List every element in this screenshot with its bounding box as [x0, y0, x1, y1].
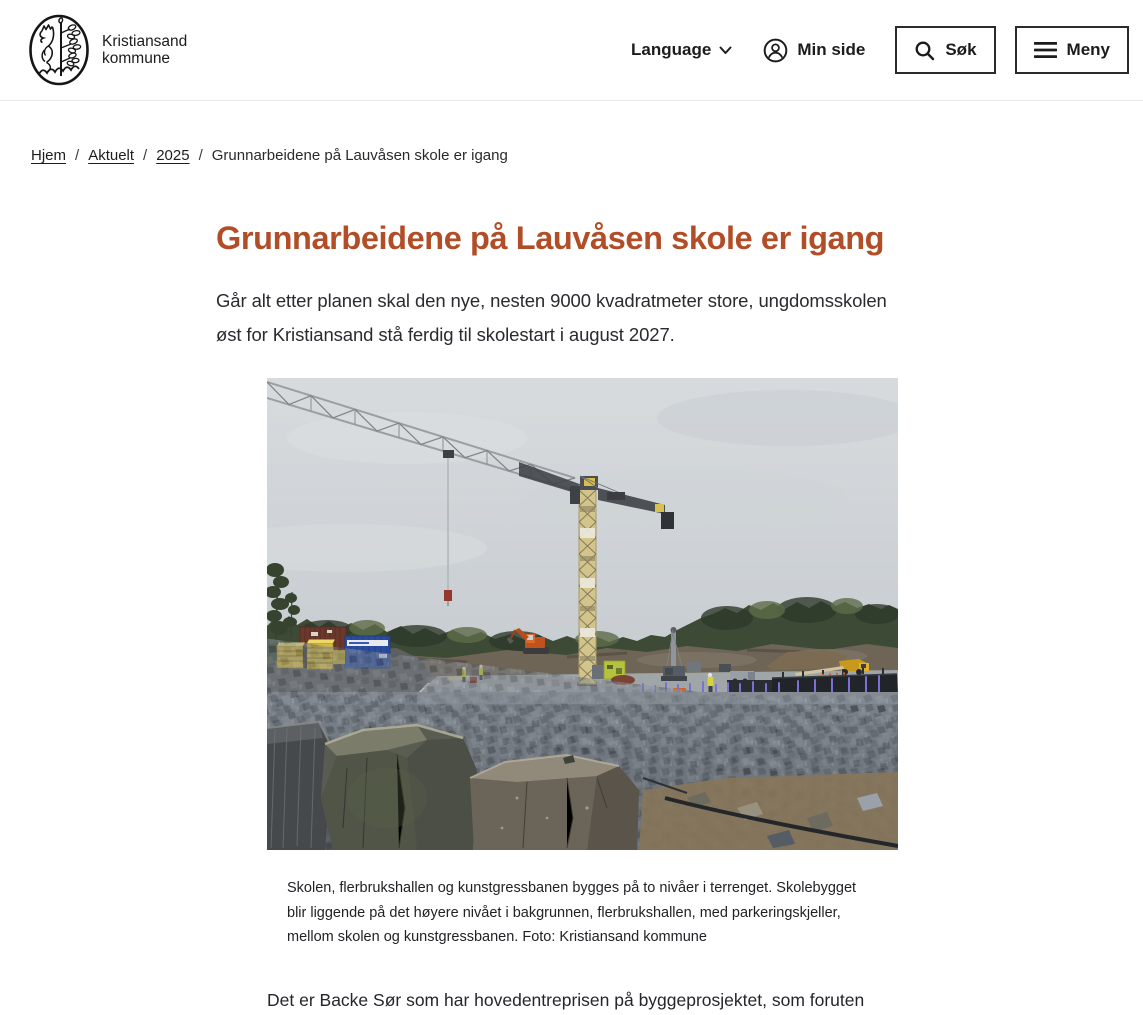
- menu-button-label: Meny: [1066, 40, 1110, 59]
- min-side-link[interactable]: [763, 38, 865, 63]
- breadcrumb-link-2025[interactable]: 2025: [156, 147, 190, 164]
- language-menu[interactable]: [631, 40, 732, 60]
- article: [216, 218, 916, 1015]
- hamburger-icon: [1034, 40, 1057, 60]
- brand-line-1: Kristiansand: [102, 33, 188, 50]
- site-header: [0, 0, 1143, 101]
- municipality-logo-icon: [28, 14, 90, 86]
- page-title: Grunnarbeidene på Lauvåsen skole er igang: [216, 220, 885, 256]
- min-side-label: Min side: [797, 40, 866, 59]
- breadcrumb-separator: /: [143, 147, 148, 164]
- breadcrumb-separator: /: [198, 147, 203, 164]
- breadcrumb-separator: /: [75, 147, 80, 164]
- article-lead: Går alt etter planen skal den nye, nesten 9000 kvadratmeter store, ungdomsskolen øst for Kristiansand stå ferdig til skolestart i august 2027.: [216, 290, 887, 345]
- breadcrumb-current-page: Grunnarbeidene på Lauvåsen skole er igang: [211, 147, 508, 164]
- article-body-paragraph: Det er Backe Sør som har hovedentreprisen på byggeprosjektet, som foruten: [267, 989, 865, 1010]
- language-label: Language: [631, 40, 712, 59]
- person-circle-icon: [763, 38, 788, 63]
- search-button[interactable]: [895, 26, 995, 74]
- brand[interactable]: [28, 14, 187, 86]
- article-figure: [267, 378, 898, 950]
- breadcrumb-link-hjem[interactable]: Hjem: [31, 147, 67, 164]
- image-caption: Skolen, flerbrukshallen og kunstgressbanen bygges på to nivåer i terrenget. Skolebygget blir liggende på det høyere nivået i bakgrunnen, flerbrukshallen, med parkeringskjeller, mellom skolen og kunstgressbanen. Foto: Kristiansand kommune: [287, 880, 857, 945]
- chevron-down-icon: [719, 46, 732, 55]
- search-button-label: Søk: [945, 40, 977, 59]
- header-nav: [631, 26, 1129, 74]
- construction-site-photo: [267, 378, 898, 850]
- brand-name: [102, 33, 187, 67]
- search-icon: [914, 40, 935, 61]
- breadcrumb-link-aktuelt[interactable]: Aktuelt: [88, 147, 135, 164]
- menu-button[interactable]: [1015, 26, 1129, 74]
- breadcrumb: [31, 147, 1143, 164]
- brand-line-2: kommune: [102, 50, 171, 67]
